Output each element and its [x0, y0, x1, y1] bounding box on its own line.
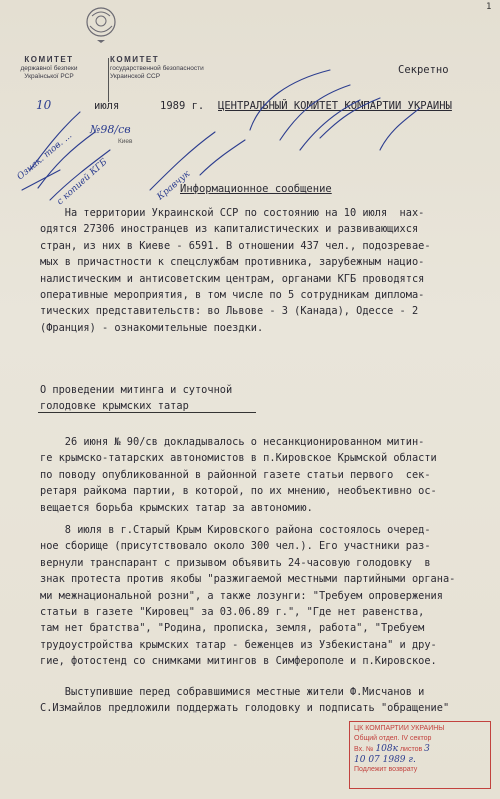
stamp-line2: Общий отдел. IV сектор — [354, 735, 432, 742]
document-title: Информационное сообщение — [180, 183, 332, 195]
paragraph-statistics — [40, 205, 431, 336]
header-left-line1: державної безпеки — [20, 64, 78, 72]
section-underline — [38, 412, 256, 413]
state-emblem-icon — [84, 4, 118, 44]
handwritten-note-1: Ознак. тов. ... — [15, 130, 75, 183]
text-line: (Франция) - ознакомительные поездки. — [40, 321, 264, 334]
header-russian — [110, 56, 220, 82]
header-right-line1: государственной безопасности — [110, 64, 204, 72]
stamp-in-label: Вх. № — [354, 746, 374, 753]
classification-label: Секретно — [398, 64, 449, 76]
stamp-line5: Подлежит возврату — [354, 766, 418, 773]
text-line: ми межнациональной розни", а также лозунги: "Требуем опровержения — [40, 589, 443, 602]
handwritten-annotations — [0, 0, 500, 240]
text-line: вещается борьба крымских татар за автономию. — [40, 501, 313, 514]
stamp-line1: ЦК КОМПАРТИИ УКРАИНЫ — [354, 725, 445, 732]
header-right-title: КОМИТЕТ — [110, 55, 160, 64]
text-line: статьи в газете "Кировец" за 03.06.89 г.", "Где нет равенства, — [40, 606, 425, 619]
text-line: мых в причастности к спецслужбам противника, зарубежным нацио- — [40, 256, 425, 269]
section-title — [40, 382, 232, 414]
text-line: На территории Украинской ССР по состоянию на 10 июля нах- — [40, 207, 425, 219]
paragraph-speakers — [40, 684, 449, 717]
header-left-line2: Української РСР — [24, 73, 74, 80]
text-line: тических представительств: во Львове - 3 (Канада), Одессе - 2 — [40, 305, 419, 318]
header-divider — [108, 58, 109, 102]
city-label: Киев — [118, 138, 133, 145]
stamp-sheets: 3 — [424, 744, 430, 754]
text-line: одятся 27306 иностранцев из капиталистических и развивающихся — [40, 223, 419, 236]
text-line: ретаря райкома партии, в которой, по их мнению, необъективно ос- — [40, 485, 437, 498]
text-line: по поводу опубликованной в районной газете статьи первого сек- — [40, 468, 431, 481]
text-line: О проведении митинга и суточной — [40, 384, 233, 396]
paragraph-july-gathering — [40, 522, 455, 670]
text-line: знак протеста против якобы "разжигаемой местными партийными органа- — [40, 573, 456, 586]
text-line: вернули транспарант с призывом объявить 24-часовую голодовку в — [40, 556, 431, 569]
paragraph-june-rally — [40, 434, 437, 516]
stamp-line3 — [354, 744, 486, 755]
date-day: 10 — [36, 98, 52, 112]
text-line: Выступившие перед собравшимися местные жители Ф.Мисчанов и — [40, 686, 425, 698]
text-line: 8 июля в г.Старый Крым Кировского района состоялось очеред- — [40, 524, 431, 536]
stamp-date: 10 07 1989 г. — [354, 755, 416, 765]
text-line: С.Измайлов предложили поддержать голодовку и подписать "обращение" — [40, 702, 450, 715]
text-line: ге крымско-татарских автономистов в п.Кировское Крымской области — [40, 452, 437, 465]
stamp-in-number: 108к — [375, 744, 399, 754]
page-number: 1 — [486, 2, 492, 12]
text-line: голодовке крымских татар — [40, 400, 189, 412]
header-right-line2: Украинской ССР — [110, 73, 161, 80]
date-year: 1989 г. — [160, 100, 205, 112]
text-line: там нет братства", "Родина, прописка, земля, работа", "Требуем — [40, 622, 425, 635]
text-line: налистическим и антисоветским центрам, органами КГБ проводятся — [40, 272, 425, 285]
text-line: ное сборище (присутствовало около 300 чел.). Его участники раз- — [40, 540, 431, 553]
text-line: стран, из них в Киеве - 6591. В отношении 437 чел., подозревае- — [40, 239, 431, 252]
date-month: июля — [94, 100, 120, 112]
text-line: 26 июня № 90/св докладывалось о несанкционированном митин- — [40, 436, 425, 448]
handwritten-signature: Кравчук — [155, 169, 193, 203]
text-line: гие, фотостенд со снимками митингов в Симферополе и п.Кировское. — [40, 655, 437, 668]
text-line: оперативные мероприятия, в том числе по 5 сотрудникам диплома- — [40, 289, 425, 302]
addressee: ЦЕНТРАЛЬНЫЙ КОМИТЕТ КОМПАРТИИ УКРАИНЫ — [218, 100, 452, 112]
text-line: трудоустройства крымских татар - беженцев из Узбекистана" и дру- — [40, 638, 437, 651]
handwritten-note-2: с копией КГБ — [55, 157, 110, 208]
stamp-sheets-label: листов — [399, 746, 423, 753]
header-left-title: КОМИТЕТ — [24, 55, 74, 64]
header-ukrainian — [0, 56, 104, 82]
handwritten-ref-number: №98/св — [90, 123, 131, 136]
registration-stamp — [349, 721, 491, 789]
